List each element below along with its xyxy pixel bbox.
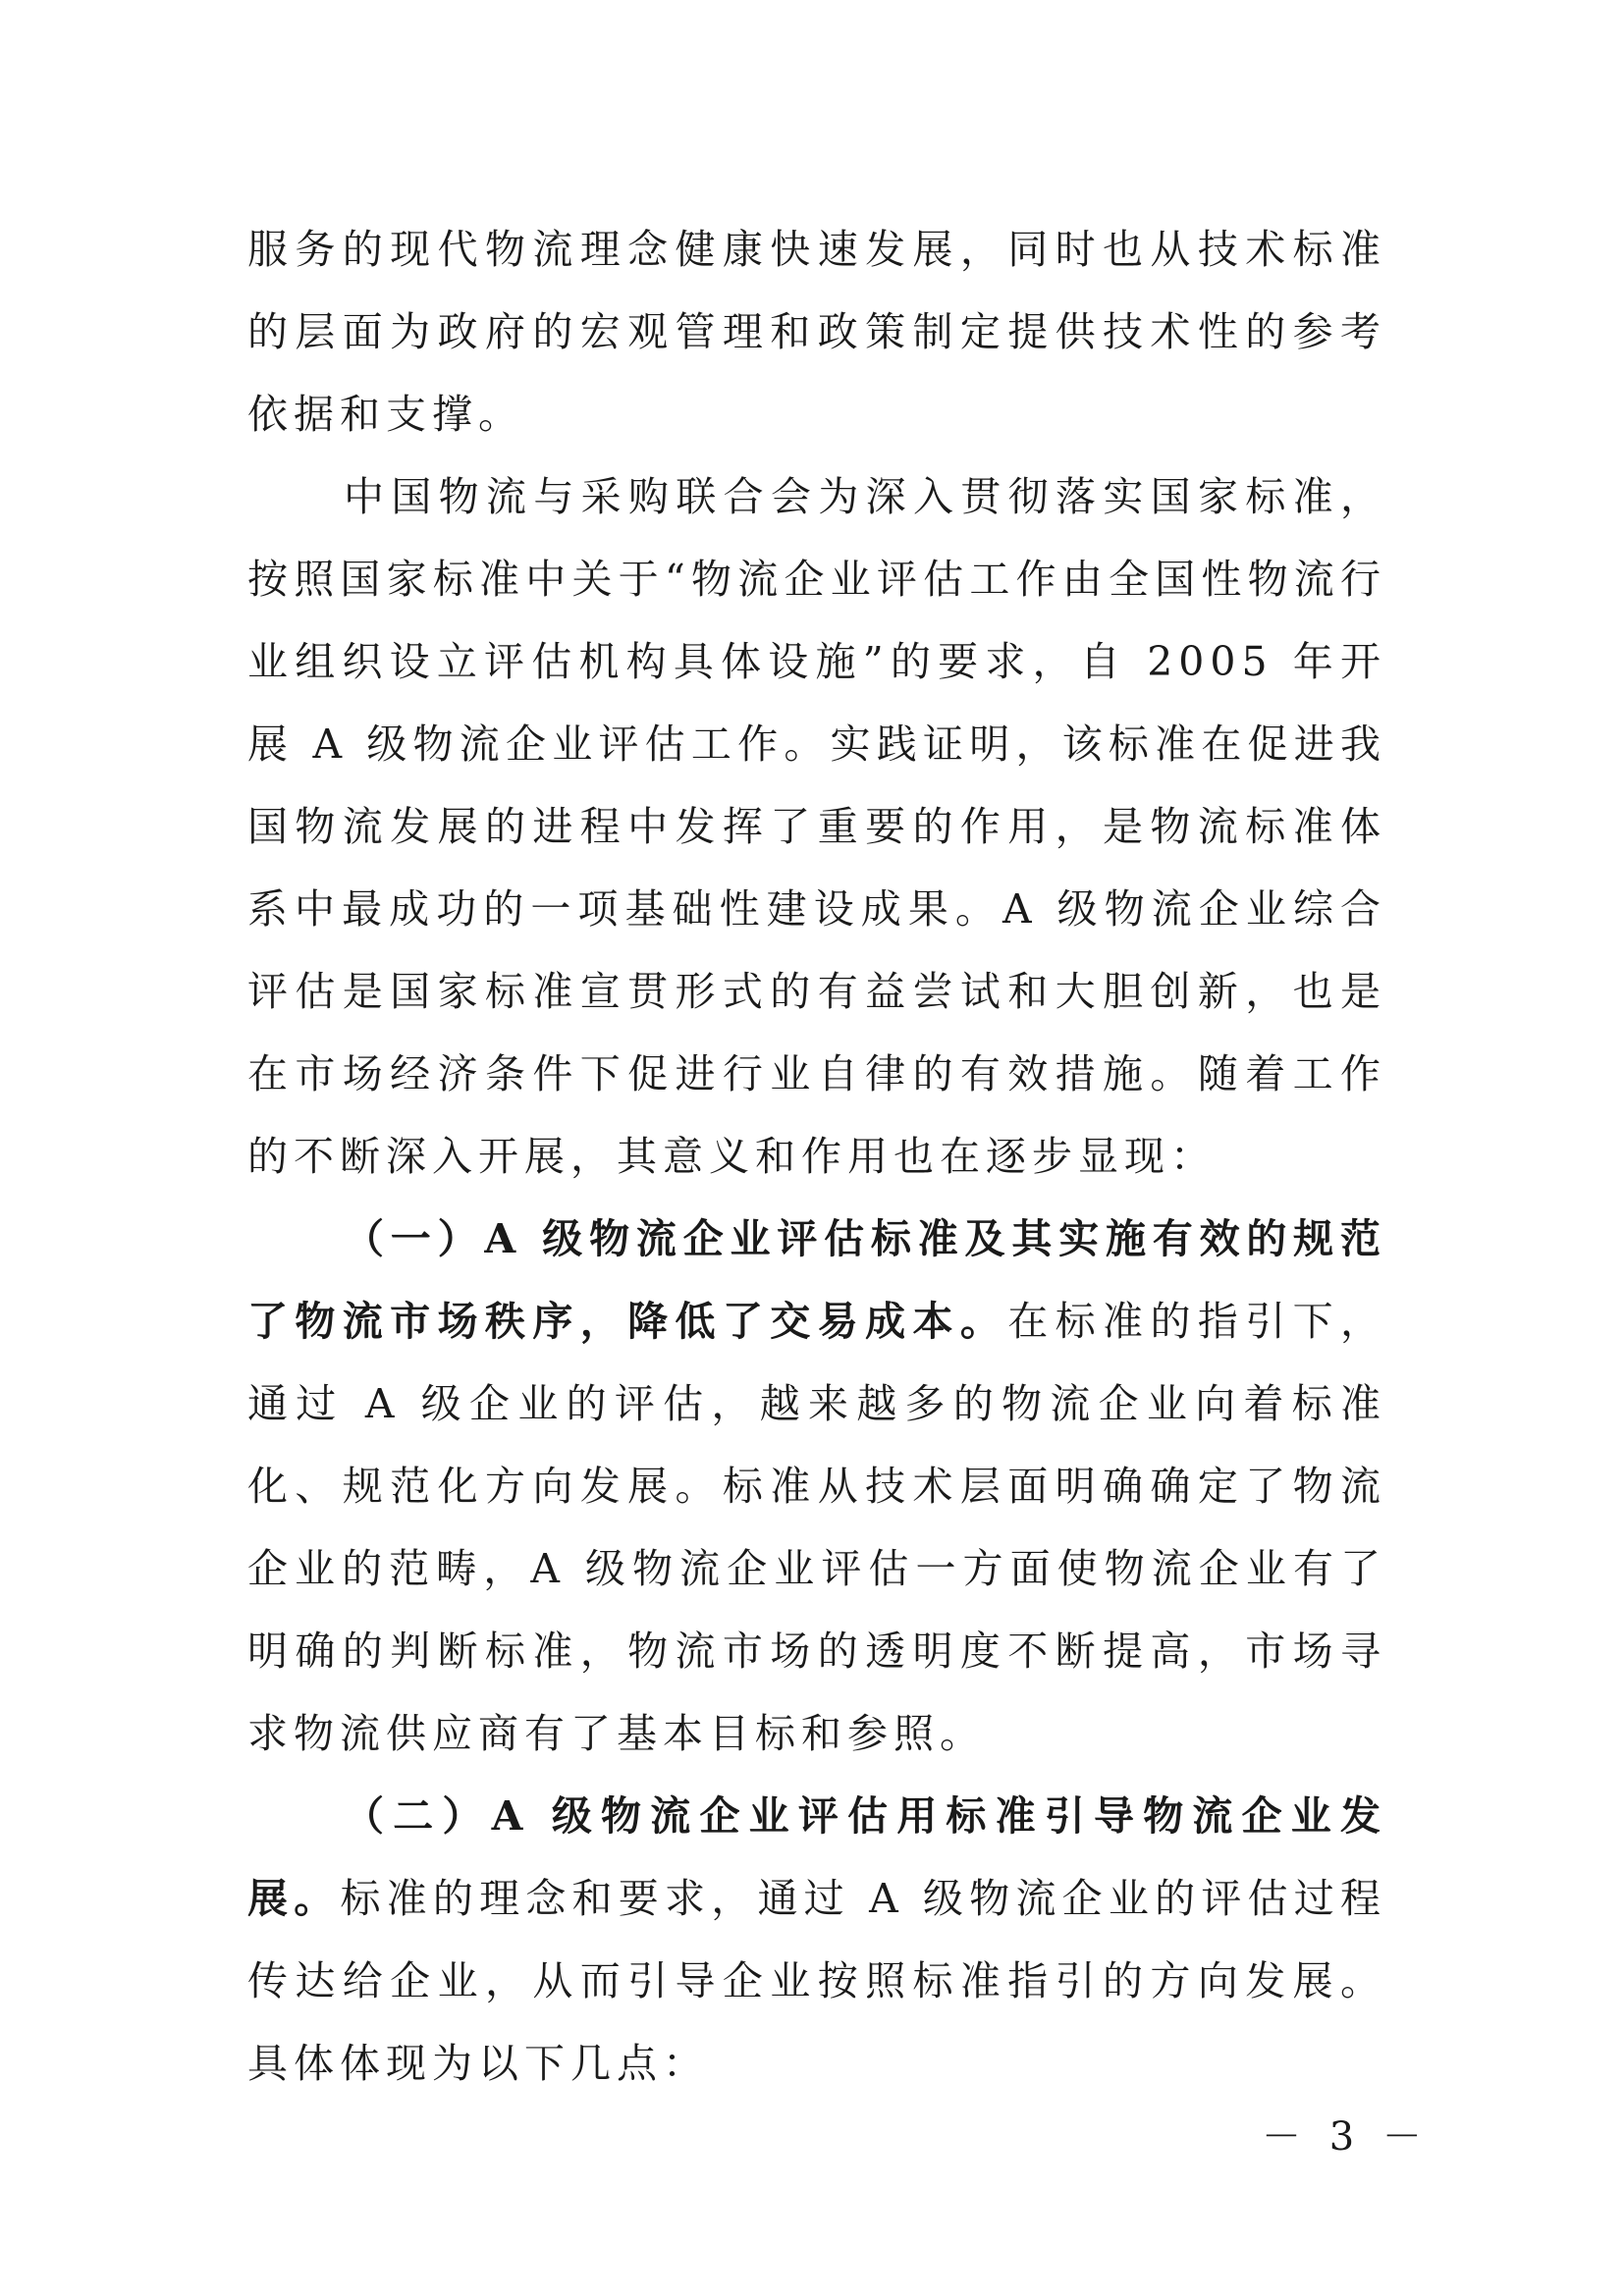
point-one-heading: （一）A 级物流企业评估标准及其实施有效的规范了物流市场秩序，降低了交易成本。 [247,1215,1386,1345]
paragraph-continuation [247,208,1386,455]
paragraph-point-one [247,1198,1386,1775]
paragraph-text: 服务的现代物流理念健康快速发展，同时也从技术标准的层面为政府的宏观管理和政策制定提供技术性的参考依据和支撑。 [247,226,1386,438]
page-number: － 3 － [1262,2114,1430,2160]
paragraph-point-two [247,1775,1386,2105]
body-text [247,208,1386,2105]
paragraph-text: 在标准的指引下，通过 A 级企业的评估，越来越多的物流企业向着标准化、规范化方向发展。标准从技术层面明确确定了物流企业的范畴，A 级物流企业评估一方面使物流企业有了明确的判断标准，物流市场的透明度不断提高，市场寻求物流供应商有了基本目标和参照。 [247,1298,1387,1757]
point-two-heading: （二）A 级物流企业评估用标准引导物流企业发展。 [247,1792,1386,1922]
paragraph-cflp-implementation [247,455,1386,1198]
paragraph-text: 中国物流与采购联合会为深入贯彻落实国家标准，按照国家标准中关于“物流企业评估工作由全国性物流行业组织设立评估机构具体设施”的要求，自 2005 年开展 A 级物流企业评估工作。实践证明，该标准在促进我国物流发展的进程中发挥了重要的作用，是物流标准体系中最成功的一项基础性建设成果。A 级物流企业综合评估是国家标准宣贯形式的有益尝试和大胆创新，也是在市场经济条件下促进行业自律的有效措施。随着工作的不断深入开展，其意义和作用也在逐步显现： [247,473,1386,1180]
paragraph-text: 标准的理念和要求，通过 A 级物流企业的评估过程传达给企业，从而引导企业按照标准指引的方向发展。具体体现为以下几点： [247,1875,1386,2087]
